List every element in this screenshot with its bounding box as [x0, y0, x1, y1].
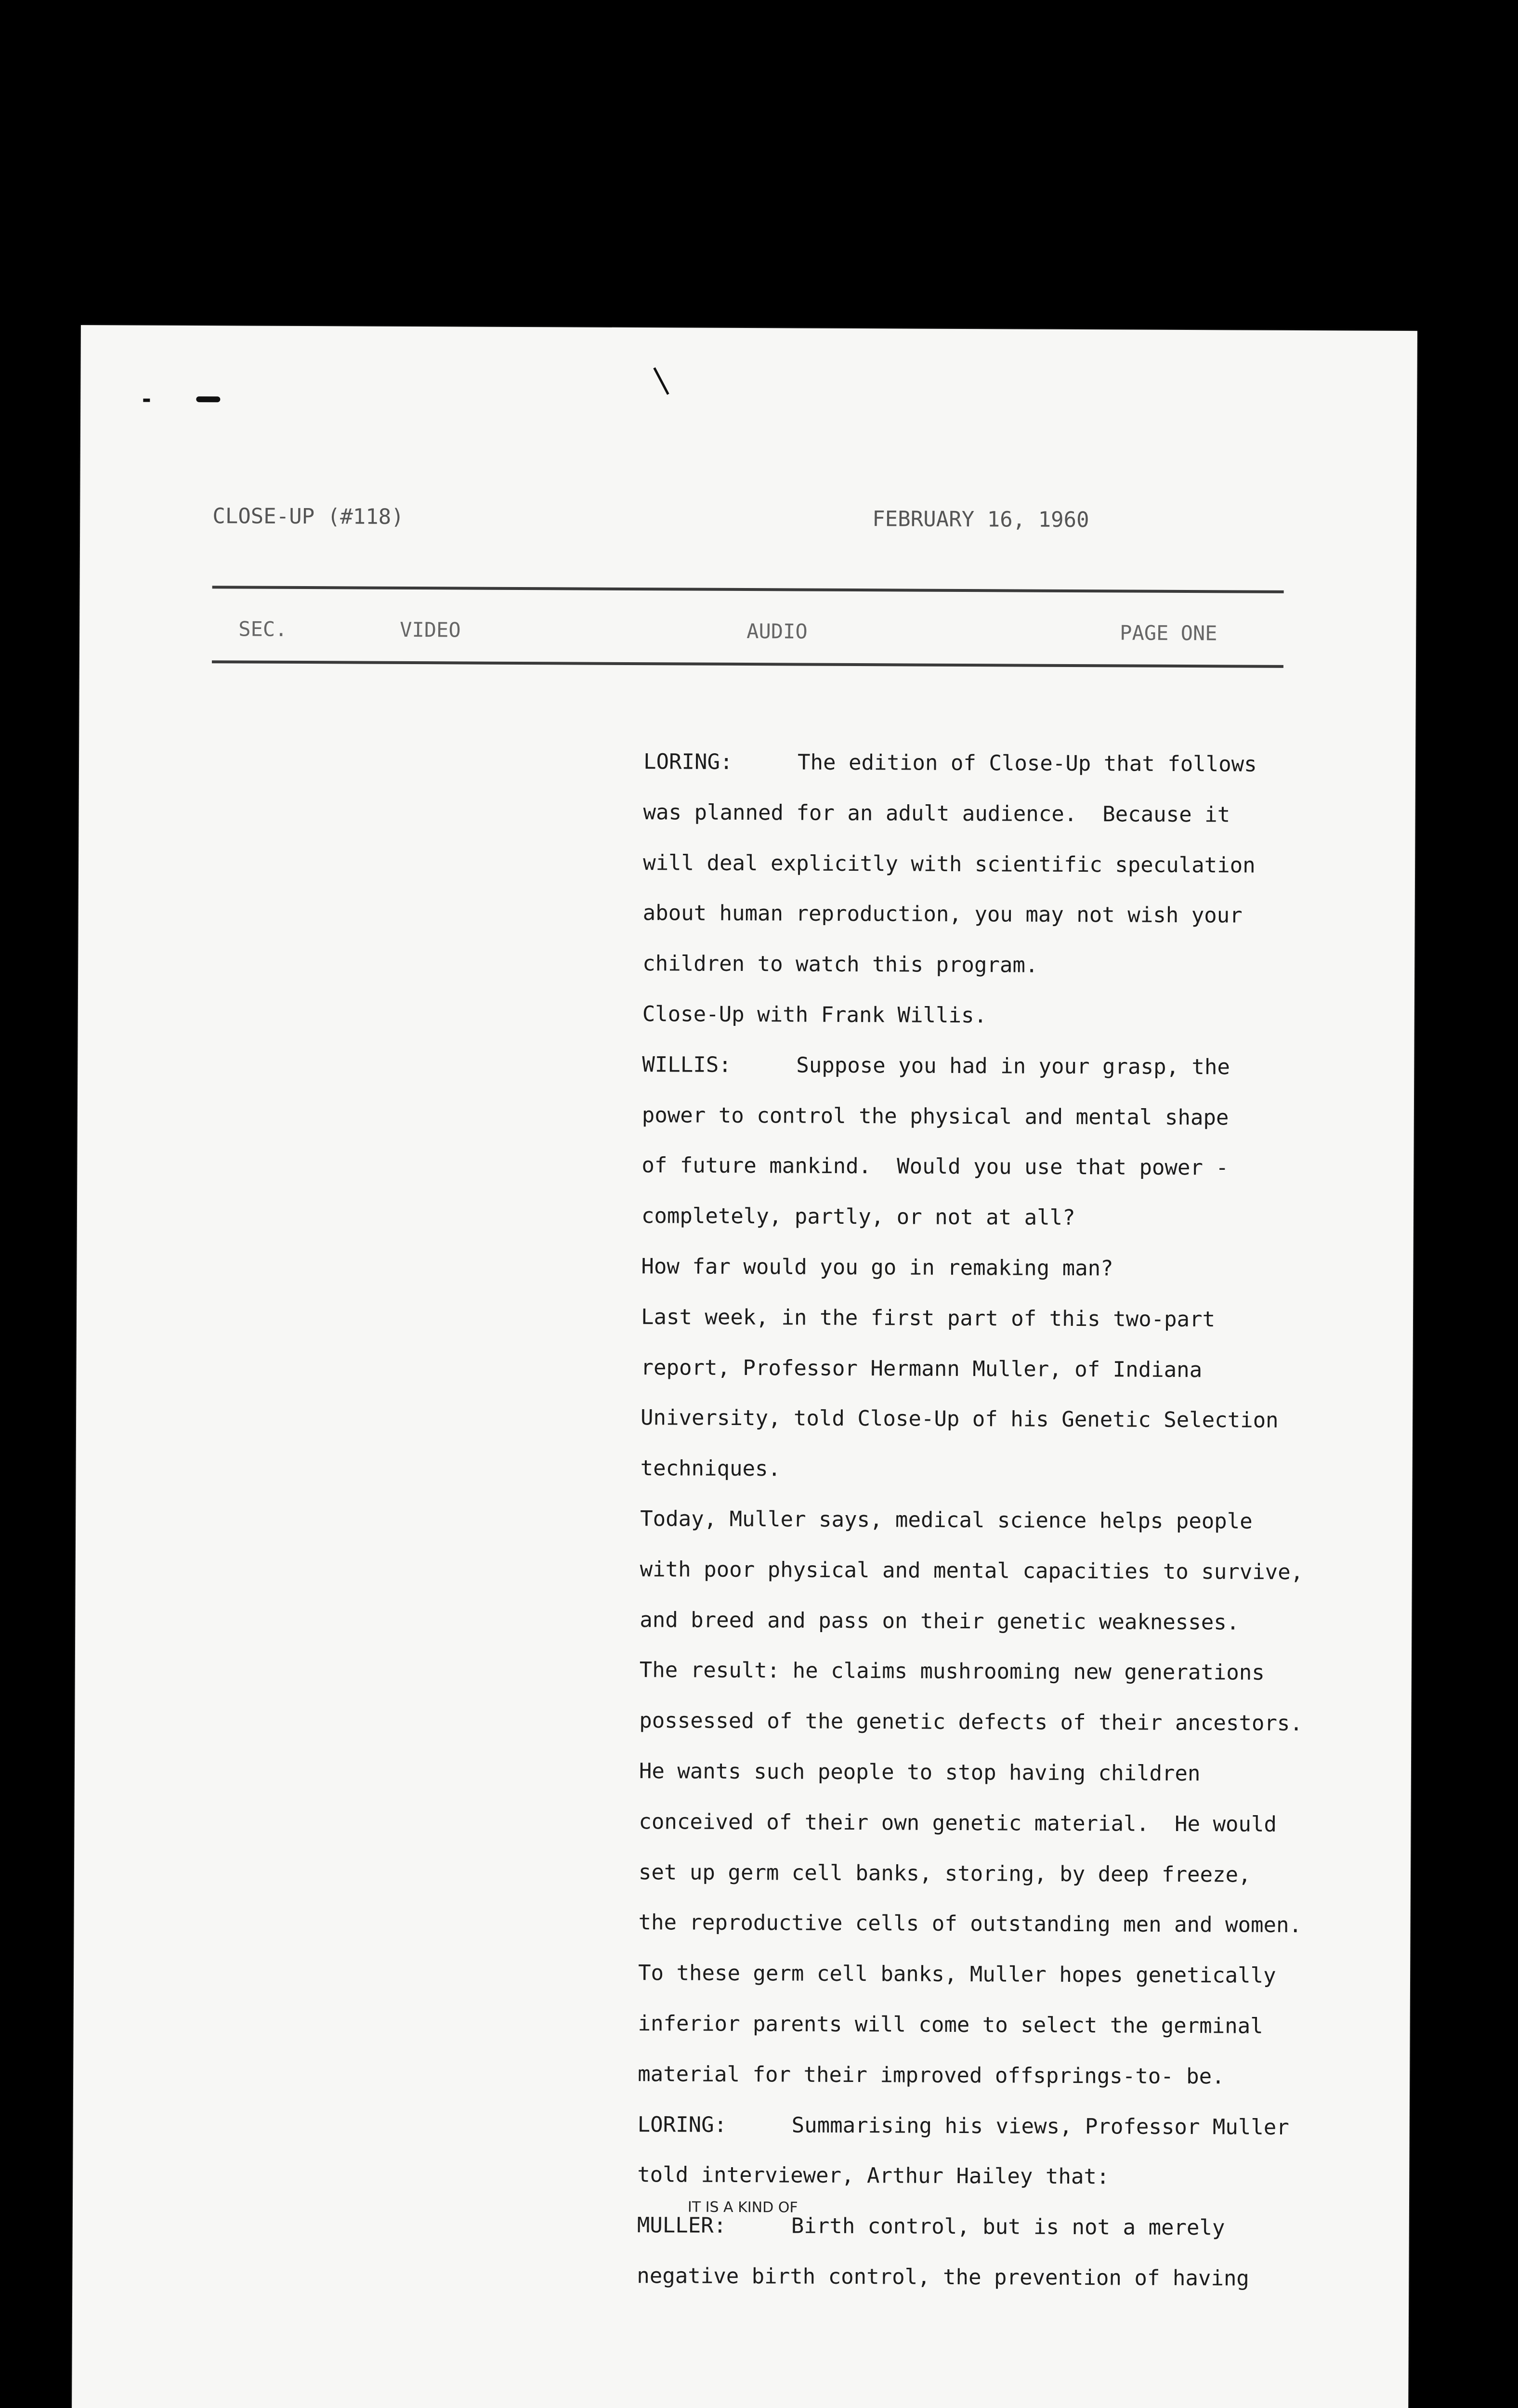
line-text: To these germ cell banks, Muller hopes genetically: [638, 1961, 1276, 1988]
column-video: VIDEO: [400, 617, 461, 642]
audio-script: [637, 737, 1366, 2304]
script-line: [638, 1999, 1360, 2052]
line-text: told interviewer, Arthur Hailey that:: [637, 2162, 1110, 2189]
line-text: The result: he claims mushrooming new generations: [639, 1658, 1265, 1686]
line-text: negative birth control, the prevention of having: [637, 2263, 1249, 2291]
line-text: material for their improved offsprings-to- be.: [638, 2061, 1225, 2089]
line-text: power to control the physical and mental shape: [641, 1102, 1229, 1130]
script-line: [642, 1040, 1364, 1093]
line-text: will deal explicitly with scientific speculation: [643, 850, 1256, 878]
line-text: techniques.: [640, 1456, 781, 1481]
script-line: [640, 1494, 1362, 1547]
script-line: [643, 737, 1366, 790]
script-line: [641, 1242, 1363, 1295]
script-line: [639, 1696, 1361, 1749]
line-text: conceived of their own genetic material. He would: [639, 1809, 1277, 1837]
script-line: [642, 939, 1365, 992]
script-line: [637, 2150, 1360, 2203]
script-line: [641, 1393, 1363, 1446]
line-text: Suppose you had in your grasp, the: [796, 1053, 1230, 1080]
script-line: [641, 1140, 1364, 1194]
script-line: [639, 1746, 1361, 1800]
line-text: How far would you go in remaking man?: [641, 1254, 1113, 1281]
line-text: Summarising his views, Professor Muller: [791, 2112, 1289, 2140]
column-audio: AUDIO: [746, 619, 808, 643]
stray-mark: [653, 367, 669, 395]
broadcast-date: FEBRUARY 16, 1960: [872, 507, 1089, 533]
script-line: [639, 1847, 1361, 1901]
line-text: with poor physical and mental capacities to survive,: [640, 1557, 1304, 1584]
speaker-cue: MULLER:: [637, 2213, 727, 2238]
script-line: [642, 989, 1365, 1043]
line-text: set up germ cell banks, storing, by deep freeze,: [638, 1859, 1251, 1887]
program-title: CLOSE-UP (#118): [212, 504, 404, 529]
speaker-cue: LORING:: [643, 749, 733, 774]
line-text: He wants such people to stop having children: [639, 1759, 1201, 1786]
top-rule: [212, 586, 1284, 593]
script-line: [638, 1898, 1361, 1951]
script-line: [640, 1544, 1362, 1598]
line-text: Today, Muller says, medical science helps people: [640, 1506, 1253, 1534]
line-text: children to watch this program.: [642, 951, 1038, 978]
line-text: report, Professor Hermann Muller, of Indiana: [641, 1355, 1203, 1382]
column-page: PAGE ONE: [1120, 621, 1217, 645]
speaker-cue: LORING:: [637, 2112, 727, 2137]
script-line: [643, 838, 1365, 891]
stray-mark: [143, 399, 150, 402]
stray-mark: [196, 396, 220, 402]
line-text: possessed of the genetic defects of their ancestors.: [639, 1708, 1303, 1736]
line-text: University, told Close-Up of his Genetic Selection: [640, 1405, 1279, 1433]
script-line: [639, 1797, 1361, 1850]
handwritten-insertion: IT IS A KIND OF: [687, 2199, 798, 2216]
script-line: [642, 1090, 1364, 1144]
line-text: of future mankind. Would you use that power -: [641, 1153, 1229, 1180]
line-text: the reproductive cells of outstanding men and women.: [638, 1910, 1302, 1938]
line-text: about human reproduction, you may not wish your: [642, 901, 1243, 928]
script-line: [640, 1443, 1362, 1497]
line-text: and breed and pass on their genetic weaknesses.: [640, 1607, 1240, 1635]
bottom-rule: [212, 660, 1283, 668]
line-text: Close-Up with Frank Willis.: [642, 1002, 987, 1028]
speaker-cue: WILLIS:: [642, 1052, 732, 1077]
line-text: was planned for an adult audience. Because it: [643, 799, 1230, 827]
script-line: [637, 2251, 1359, 2304]
line-text: The edition of Close-Up that follows: [797, 750, 1257, 777]
line-text: Birth control, but is not a merely: [791, 2213, 1225, 2240]
line-text: inferior parents will come to select the germinal: [638, 2011, 1263, 2039]
script-line: [637, 2100, 1360, 2153]
script-line: [643, 787, 1365, 841]
line-text: completely, partly, or not at all?: [641, 1204, 1075, 1230]
script-line: [640, 1595, 1362, 1649]
script-line: [641, 1191, 1364, 1244]
script-page: [71, 325, 1417, 2408]
script-line: [638, 1948, 1361, 2002]
script-line: [641, 1292, 1363, 1346]
script-line: [640, 1645, 1362, 1699]
column-sec: SEC.: [238, 617, 288, 641]
script-line: [637, 2200, 1360, 2254]
script-line: [641, 1343, 1363, 1396]
script-line: [638, 2049, 1360, 2103]
line-text: Last week, in the first part of this two-part: [641, 1304, 1216, 1332]
script-line: [642, 888, 1365, 942]
